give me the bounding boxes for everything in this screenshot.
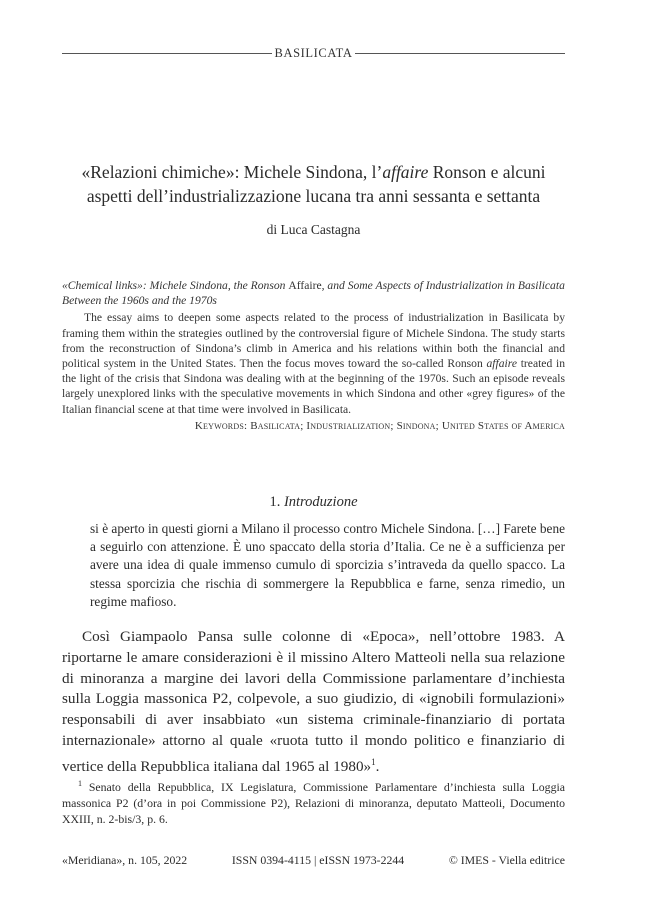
page-footer [62,853,565,868]
quote-text: si è aperto in questi giorni a Milano il processo contro Michele Sindona. […] Farete bene a seguirlo con attenzione. È uno spaccato della storia d’Italia. Ce ne è a sufficienza per avere una idea di quale immenso cumulo di sporcizia s’intraveda da quello spacco. La stessa sporcizia che rischia di sommergere la Repubblica e farne, senza rimedio, un regime mafioso. [90,521,565,609]
footer-issn: ISSN 0394-4115 | eISSN 1973-2244 [231,853,405,867]
title-part1: «Relazioni chimiche»: Michele Sindona, l’ [81,162,383,182]
running-head [62,44,565,62]
footer-journal: «Meridiana», n. 105, 2022 [62,853,188,867]
abstract-text [62,310,565,416]
abstract-text-part2: treated in the light of the crisis that Sindona was dealing with at the beginning of the 1970s. Such an episode reveals largely unexplored links with the speculative movements in which Sindona and other «grey figures» of the Italian financial scene at that time were involved in Basilicata. [62,357,565,416]
section-heading [62,494,565,511]
block-quote [90,520,565,611]
footnote-number: 1 [78,779,82,788]
en-title-upright: Affaire [288,279,322,292]
article-title [62,160,565,208]
footnote [62,776,565,827]
running-head-rule-right [355,53,565,54]
abstract-block [62,278,565,434]
abstract-text-part1: The essay aims to deepen some aspects related to the process of industrialization in Basilicata by framing them within the strategies outlined by the controversial figure of Michele Sindona. The study starts from the reconstruction of Sindona’s climb in America and his relations within both the financial and political system in the United States. Then the focus moves toward the so-called Ronson [62,311,565,371]
keywords [62,419,565,434]
abstract-text-italic: affaire [486,357,517,371]
running-head-rule-left [62,53,272,54]
body-text: Così Giampaolo Pansa sulle colonne di «Epoca», nell’ottobre 1983. A riportarne le amare considerazioni è il missino Altero Matteoli nella sua relazione di minoranza a margine dei lavori della Commissione parlamentare d’inchiesta sulla Loggia massonica P2, colpevole, a suo giudizio, di «ignobili formulazioni» responsabili di aver insabbiato «un sistema criminale-finanziario di portata internazionale» attorno al quale «ruota tutto il mondo politico e finanziario di vertice della Repubblica italiana dal 1965 al 1980» [62,628,565,775]
en-title-part1: «Chemical links»: Michele Sindona, the Ronson [62,279,289,292]
body-paragraph [62,627,565,778]
section-title: Introduzione [283,494,358,510]
title-italic: affaire [382,162,429,182]
footnote-text: Senato della Repubblica, IX Legislatura, Commissione Parlamentare d’inchiesta sulla Loggia massonica P2 (d’ora in poi Commissione P2), Relazioni di minoranza, deputato Matteoli, Documento XXIII, n. 2-bis/3, p. 6. [62,779,565,826]
en-title-part2: , and Some Aspects of Industrialization in Basilicata Between the 1960s and the 1970s [62,279,565,308]
running-head-label: BASILICATA [274,45,353,60]
keywords-list: Basilicata; Industrialization; Sindona; United States of America [250,419,565,432]
footnote-reference[interactable]: 1 [371,756,376,767]
english-title [62,278,565,308]
body-text-end: . [375,757,380,775]
title-part2: Ronson e alcuni aspetti dell’industrializzazione lucana tra anni sessanta e settanta [86,162,546,206]
author-line: di Luca Castagna [266,222,361,237]
footer-publisher: © IMES - Viella editrice [448,853,565,867]
section-number: 1. [269,494,281,510]
keywords-label: Keywords: [194,419,248,432]
